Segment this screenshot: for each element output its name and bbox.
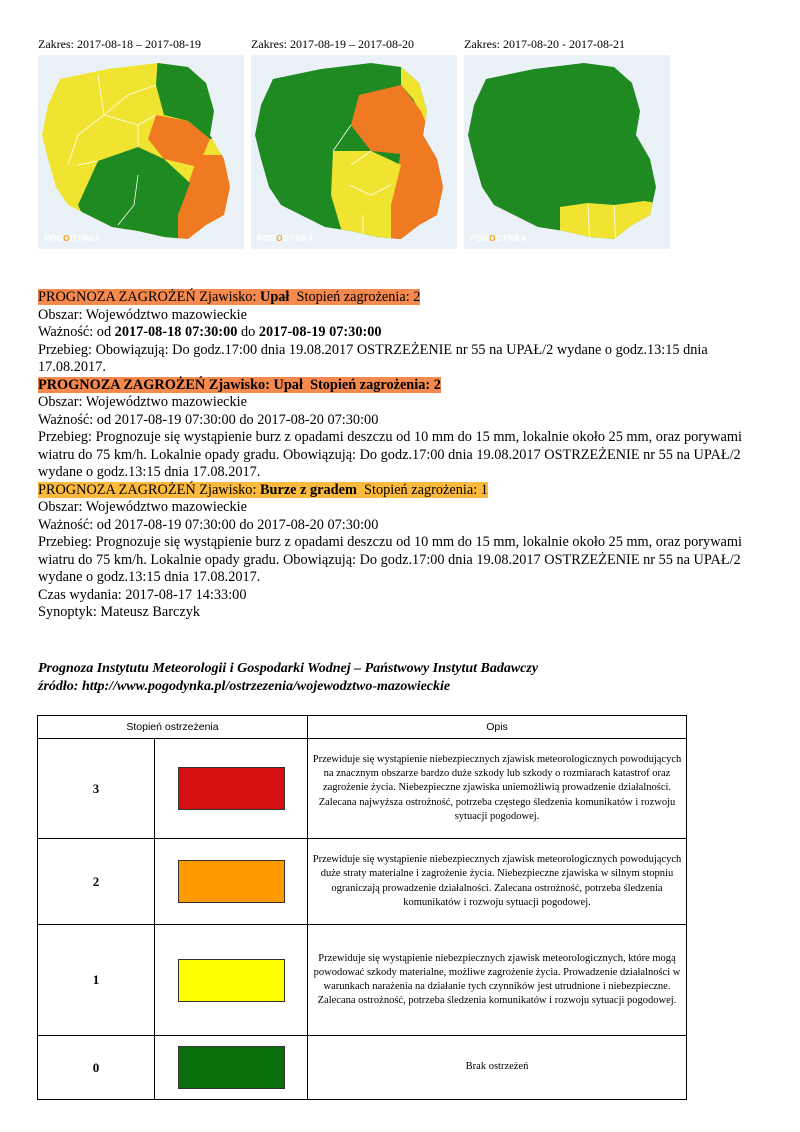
- table-row: [38, 925, 687, 1036]
- level-description: Przewiduje się wystąpienie niebezpiecznych zjawisk meteorologicznych powodujących duże straty materialne i zagrożenie życia. Niebezpieczne zjawiska w silnym stopniu ograniczają prowadzenie działalności. Zalecana ostrożność, potrzeba śledzenia komunikatów i rozwoju sytuacji pogodowej.: [308, 839, 687, 925]
- level-color-swatch: [178, 860, 285, 903]
- level-color-swatch: [178, 959, 285, 1002]
- poland-warning-map-2: [251, 55, 457, 249]
- warning-block-3: [38, 482, 758, 587]
- forecaster: Synoptyk: Mateusz Barczyk: [38, 604, 200, 620]
- table-row: [38, 839, 687, 925]
- warning-validity: Ważność: od 2017-08-18 07:30:00 do 2017-08-19 07:30:00: [38, 324, 382, 340]
- pogodynka-logo: POGODYNKA: [470, 234, 527, 243]
- level-color-swatch: [178, 1046, 285, 1089]
- warning-header: PROGNOZA ZAGROŻEŃ Zjawisko: Upał Stopień zagrożenia: 2: [38, 376, 441, 393]
- warning-header: PROGNOZA ZAGROŻEŃ Zjawisko: Burze z gradem Stopień zagrożenia: 1: [38, 481, 488, 498]
- poland-warning-map-3: [464, 55, 670, 249]
- warning-validity: Ważność: od 2017-08-19 07:30:00 do 2017-08-20 07:30:00: [38, 516, 379, 533]
- map-card-2: [251, 36, 457, 249]
- level-number: 2: [38, 839, 155, 925]
- level-description: Brak ostrzeżeń: [308, 1036, 687, 1100]
- warnings-section: [38, 289, 758, 622]
- table-header-row: [38, 716, 687, 739]
- column-header-description: Opis: [308, 716, 687, 739]
- warning-course: Przebieg: Prognozuje się wystąpienie burz z opadami deszczu od 10 mm do 15 mm, lokalnie około 25 mm, oraz porywami wiatru do 75 km/h. Lokalnie opady gradu. Obowiązują: Do godz.17:00 dnia 19.08.2017 OSTRZEŻENIE nr 55 na UPAŁ/2 wydane o godz.13:15 dnia 17.08.2017.: [38, 429, 742, 480]
- warning-area: Obszar: Województwo mazowieckie: [38, 499, 247, 515]
- source-institute: Prognoza Instytutu Meteorologii i Gospodarki Wodnej – Państwowy Instytut Badawczy: [38, 661, 539, 676]
- pogodynka-logo: POGODYNKA: [44, 234, 101, 243]
- warning-header: PROGNOZA ZAGROŻEŃ Zjawisko: Upał Stopień zagrożenia: 2: [38, 289, 421, 305]
- pogodynka-logo: POGODYNKA: [257, 234, 314, 243]
- warning-area: Obszar: Województwo mazowieckie: [38, 394, 247, 410]
- column-header-level: Stopień ostrzeżenia: [38, 716, 308, 739]
- warning-block-2: [38, 377, 758, 482]
- issue-time: Czas wydania: 2017-08-17 14:33:00: [38, 586, 247, 603]
- map-image: [38, 55, 244, 249]
- table-row: [38, 1036, 687, 1100]
- level-description: Przewiduje się wystąpienie niebezpiecznych zjawisk meteorologicznych, które mogą powodować szkody materialne, możliwe zagrożenie życia. Prowadzenie działalności w warunkach narażenia na działanie tych czynników jest utrudnione i niebezpieczne. Zalecana ostrożność, potrzeba śledzenia komunikatów i rozwoju sytuacji pogodowej.: [308, 925, 687, 1036]
- map-caption: Zakres: 2017-08-18 – 2017-08-19: [38, 37, 201, 51]
- level-description: Przewiduje się wystąpienie niebezpiecznych zjawisk meteorologicznych powodujących na znacznym obszarze bardzo duże szkody lub szkody o rozmiarach katastrof oraz zagrożenie życia. Niebezpieczne zjawiska uniemożliwią prowadzenie działalności. Zalecana najwyższa ostrożność, potrzeba częstego śledzenia komunikatów i rozwoju sytuacji pogodowej.: [308, 739, 687, 839]
- map-image: [464, 55, 670, 249]
- map-card-1: [38, 36, 244, 249]
- warning-levels-table: [37, 715, 687, 1100]
- table-row: [38, 739, 687, 839]
- warning-validity: Ważność: od 2017-08-19 07:30:00 do 2017-08-20 07:30:00: [38, 411, 379, 428]
- warning-block-1: [38, 289, 758, 377]
- maps-row: [38, 36, 678, 252]
- warning-course: Przebieg: Obowiązują: Do godz.17:00 dnia 19.08.2017 OSTRZEŻENIE nr 55 na UPAŁ/2 wydane o godz.13:15 dnia 17.08.2017.: [38, 341, 708, 375]
- map-caption: Zakres: 2017-08-19 – 2017-08-20: [251, 37, 414, 51]
- warning-area: Obszar: Województwo mazowieckie: [38, 306, 247, 323]
- map-card-3: [464, 36, 670, 249]
- level-number: 0: [38, 1036, 155, 1100]
- level-color-swatch: [178, 767, 285, 810]
- warning-course: Przebieg: Prognozuje się wystąpienie burz z opadami deszczu od 10 mm do 15 mm, lokalnie około 25 mm, oraz porywami wiatru do 75 km/h. Lokalnie opady gradu. Obowiązują: Do godz.17:00 dnia 19.08.2017 OSTRZEŻENIE nr 55 na UPAŁ/2 wydane o godz.13:15 dnia 17.08.2017.: [38, 534, 742, 585]
- source-attribution: [38, 660, 758, 696]
- map-image: [251, 55, 457, 249]
- poland-warning-map-1: [38, 55, 244, 249]
- level-number: 1: [38, 925, 155, 1036]
- map-caption: Zakres: 2017-08-20 - 2017-08-21: [464, 37, 625, 51]
- source-url[interactable]: źródło: http://www.pogodynka.pl/ostrzezenia/wojewodztwo-mazowieckie: [38, 679, 451, 694]
- level-number: 3: [38, 739, 155, 839]
